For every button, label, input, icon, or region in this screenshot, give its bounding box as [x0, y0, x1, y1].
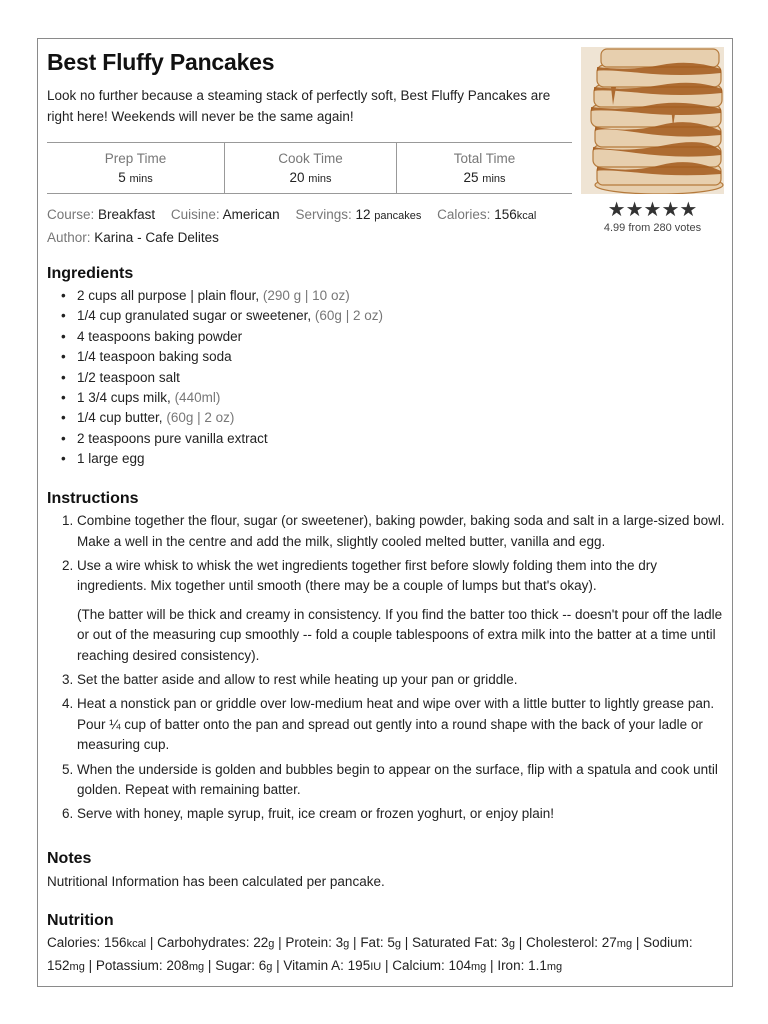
nutrition-item: Cholesterol: 27mg — [525, 935, 633, 950]
total-time — [396, 143, 572, 193]
course-meta: Course: Breakfast — [47, 207, 156, 222]
instruction-step-note: (The batter will be thick and creamy in consistency. If you find the batter too thick -- doesn't pour off the ladle or out of the measuring cup smoothly -- fold a couple tablespoons of extra milk into the batter at a time until reaching desired consistency). — [77, 606, 723, 664]
recipe-card — [37, 38, 733, 987]
recipe-summary: Look no further because a steaming stack of perfectly soft, Best Fluffy Pancakes are right here! Weekends will never be the same again! — [47, 88, 551, 124]
calories-meta: Calories: 156kcal — [437, 207, 537, 222]
total-time-value: 25 mins — [463, 170, 506, 185]
servings-meta[interactable]: Servings: 12 pancakes — [295, 207, 422, 222]
cuisine-meta: Cuisine: American — [170, 207, 280, 222]
instruction-step: 1. Combine together the flour, sugar (or sweetener), baking powder, baking soda and salt in a large-sized bowl. Make a well in the centre and add the milk, slightly cooled melted butter, vanilla and egg. — [62, 513, 725, 549]
prep-time-label: Prep Time — [104, 151, 167, 166]
cook-time — [224, 143, 396, 193]
nutrition-item: Iron: 1.1mg — [497, 958, 563, 973]
nutrition-item: Calcium: 104mg — [392, 958, 487, 973]
nutrition-item: Sodium: 152mg — [47, 935, 693, 973]
nutrition-heading: Nutrition — [47, 912, 114, 929]
prep-time — [47, 143, 224, 193]
star-icon[interactable]: ★ — [661, 199, 680, 221]
nutrition-item: Saturated Fat: 3g — [411, 935, 515, 950]
star-icon[interactable]: ★ — [625, 199, 644, 221]
recipe-meta — [47, 204, 572, 249]
nutrition-item: Protein: 3g — [285, 935, 350, 950]
ingredients-list — [47, 286, 383, 470]
nutrition-item: Vitamin A: 195IU — [283, 958, 382, 973]
nutrition-item: Calories: 156kcal — [47, 935, 147, 950]
instructions-list — [47, 511, 727, 828]
cook-time-label: Cook Time — [278, 151, 343, 166]
nutrition-item: Sugar: 6g — [215, 958, 273, 973]
ingredients-heading: Ingredients — [47, 265, 134, 282]
author-meta: Author: Karina - Cafe Delites — [47, 230, 219, 245]
nutrition-item: Fat: 5g — [360, 935, 401, 950]
cook-time-value: 20 mins — [289, 170, 332, 185]
star-icon[interactable]: ★ — [679, 199, 698, 221]
rating-votes: 4.99 from 280 votes — [603, 222, 702, 234]
ingredient-item: • 1/4 cup granulated sugar or sweetener, (60g | 2 oz) — [47, 306, 383, 326]
instructions-heading: Instructions — [47, 490, 139, 507]
instruction-step: 2. Use a wire whisk to whisk the wet ingredients together first before slowly folding them into the dry ingredients. Mix together until smooth (there may be a couple of lumps but that's okay). (The batter will be thick and creamy in consistency. If you find the batter too thick -- doesn't pour off the ladle or out of the measuring cup smoothly -- fold a couple tablespoons of extra milk into the batter at a time until reaching desired consistency). — [47, 556, 727, 667]
recipe-image[interactable] — [581, 47, 724, 194]
recipe-title: Best Fluffy Pancakes — [47, 49, 275, 75]
nutrition-facts: Calories: 156kcal | Carbohydrates: 22g | Protein: 3g | Fat: 5g | Saturated Fat: 3g | Cholesterol: 27mg | Sodium: 152mg | Potassium: 208mg | Sugar: 6g | Vitamin A: 195IU | Calcium: 104mg | Iron: 1.1mg — [47, 935, 693, 973]
ingredient-item: • 1/4 teaspoon baking soda — [47, 347, 383, 367]
nutrition-item: Potassium: 208mg — [95, 958, 205, 973]
rating-stars[interactable] — [581, 199, 724, 221]
recipe-rating[interactable] — [581, 199, 724, 234]
notes-heading: Notes — [47, 850, 92, 867]
ingredient-item: • 1/4 cup butter, (60g | 2 oz) — [47, 408, 383, 428]
ingredient-item: • 1 3/4 cups milk, (440ml) — [47, 388, 383, 408]
ingredient-item: • 1/2 teaspoon salt — [47, 368, 383, 388]
ingredient-item: • 4 teaspoons baking powder — [47, 327, 383, 347]
star-icon[interactable]: ★ — [607, 199, 626, 221]
recipe-times — [47, 142, 572, 194]
instruction-step: 6. Serve with honey, maple syrup, fruit, ice cream or frozen yoghurt, or enjoy plain! — [62, 806, 554, 822]
ingredient-item: • 1 large egg — [47, 449, 383, 469]
ingredient-item: • 2 cups all purpose | plain flour, (290 g | 10 oz) — [47, 286, 383, 306]
nutrition-item: Carbohydrates: 22g — [157, 935, 275, 950]
instruction-step: 4. Heat a nonstick pan or griddle over low-medium heat and wipe over with a little butter to lightly grease pan. Pour ¼ cup of batter onto the pan and spread out gently into a round shape with the back of your ladle or measuring cup. — [62, 696, 715, 753]
instruction-step: 5. When the underside is golden and bubbles begin to appear on the surface, flip with a spatula and cook until golden. Repeat with remaining batter. — [62, 761, 718, 798]
notes-text: Nutritional Information has been calculated per pancake. — [47, 874, 385, 889]
prep-time-value: 5 mins — [118, 170, 153, 185]
total-time-label: Total Time — [453, 151, 516, 166]
star-icon[interactable]: ★ — [643, 199, 662, 221]
ingredient-item: • 2 teaspoons pure vanilla extract — [47, 429, 383, 449]
instruction-step: 3. Set the batter aside and allow to rest while heating up your pan or griddle. — [62, 672, 518, 688]
pancake-stack-illustration — [581, 47, 724, 194]
